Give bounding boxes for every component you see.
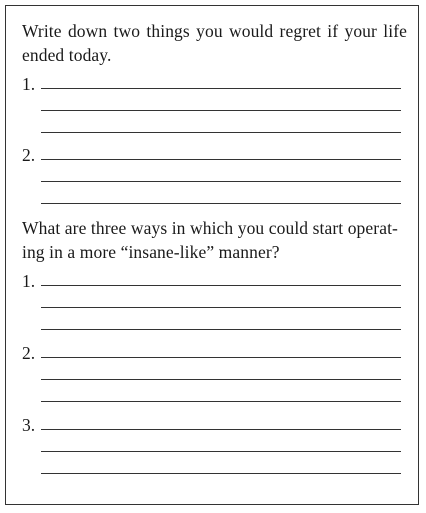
answer-line[interactable] xyxy=(41,429,401,430)
answer-line[interactable] xyxy=(41,329,401,330)
answer-line[interactable] xyxy=(41,203,401,204)
answer-line[interactable] xyxy=(41,379,401,380)
section-1-prompt: Write down two things you would regret if your life ended today. xyxy=(22,21,407,65)
section-2-item-3-number: 3. xyxy=(22,415,36,435)
answer-line[interactable] xyxy=(41,451,401,452)
answer-line[interactable] xyxy=(41,307,401,308)
section-1-item-2-number: 2. xyxy=(22,145,36,165)
answer-line[interactable] xyxy=(41,110,401,111)
section-2-item-2-number: 2. xyxy=(22,343,36,363)
answer-line[interactable] xyxy=(41,181,401,182)
answer-line[interactable] xyxy=(41,132,401,133)
section-2-item-1-number: 1. xyxy=(22,271,36,291)
answer-line[interactable] xyxy=(41,159,401,160)
answer-line[interactable] xyxy=(41,401,401,402)
answer-line[interactable] xyxy=(41,285,401,286)
section-1-item-1-number: 1. xyxy=(22,74,36,94)
answer-line[interactable] xyxy=(41,357,401,358)
answer-line[interactable] xyxy=(41,88,401,89)
answer-line[interactable] xyxy=(41,473,401,474)
section-2-prompt-line-1: What are three ways in which you could start operat- xyxy=(22,218,398,238)
section-2-prompt-line-2: ing in a more “insane-like” manner? xyxy=(22,242,280,262)
